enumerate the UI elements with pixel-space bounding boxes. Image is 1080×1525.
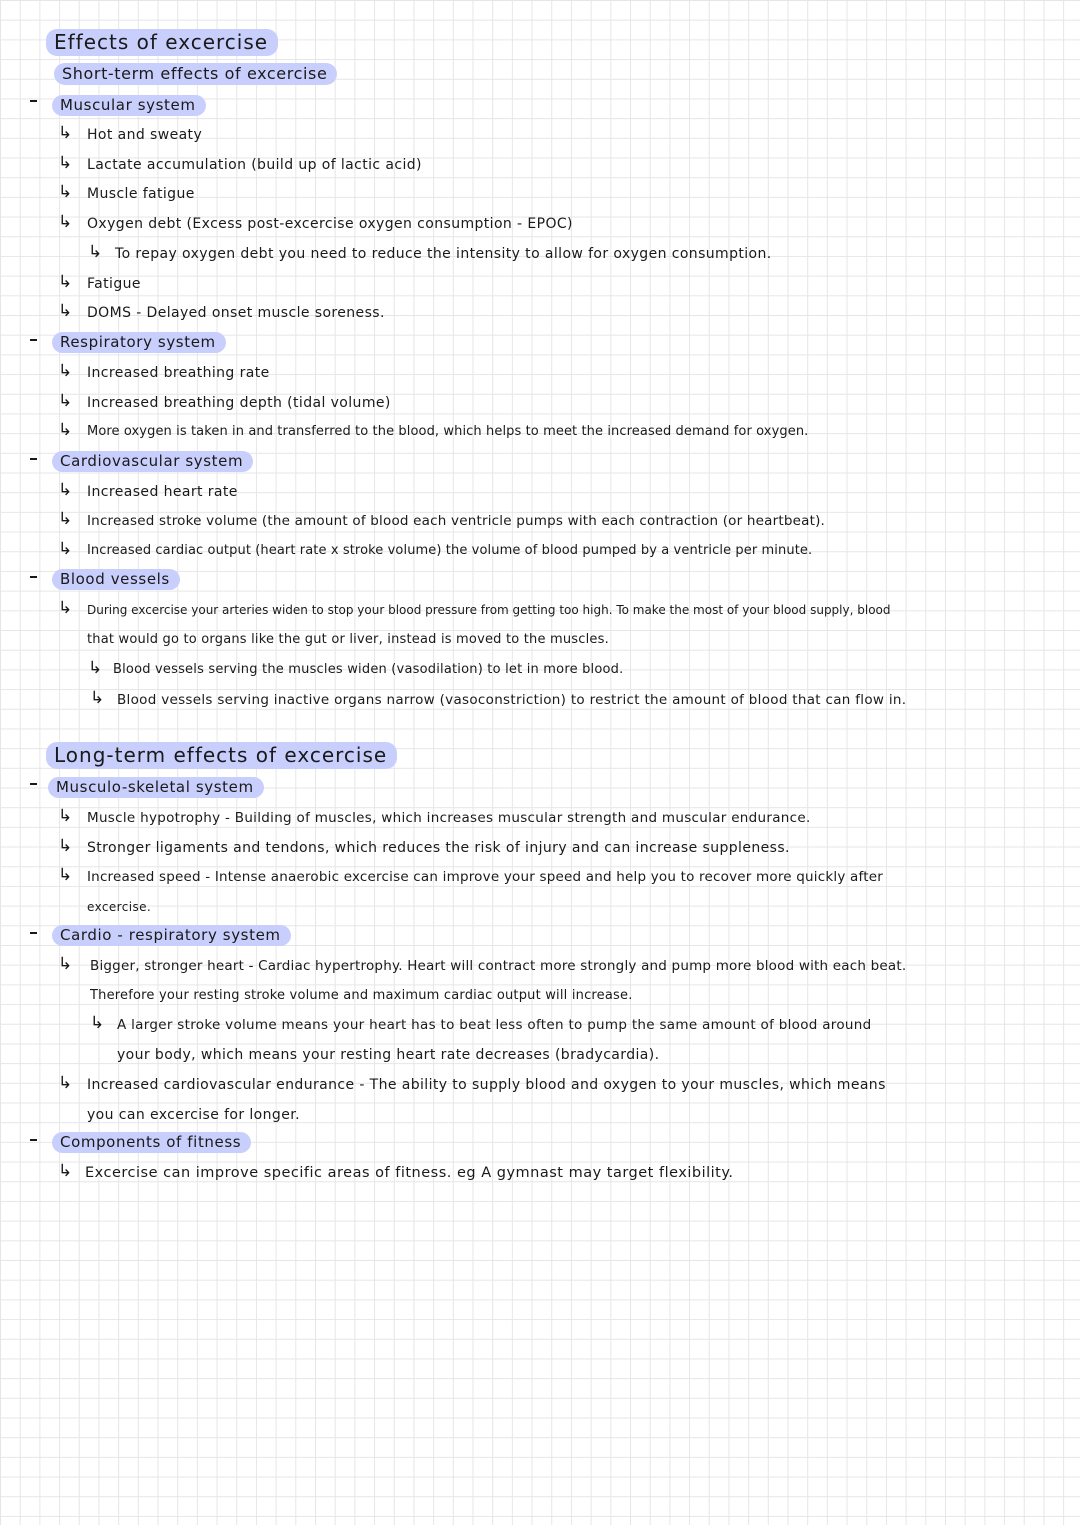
section-dash — [30, 339, 37, 341]
short-term-heading: Short-term effects of excercise — [54, 63, 337, 85]
muscular-system-heading: Muscular system — [52, 95, 206, 116]
muscular-item-6: DOMS - Delayed onset muscle soreness. — [87, 305, 385, 321]
cardio-respiratory-subitem-1-line-2: your body, which means your resting heart rate decreases (bradycardia). — [117, 1047, 660, 1063]
muscular-item-2: Lactate accumulation (build up of lactic acid) — [87, 157, 422, 173]
musculo-skeletal-heading: Musculo-skeletal system — [48, 777, 264, 798]
arrow-icon: ↳ — [58, 480, 73, 500]
arrow-icon: ↳ — [58, 420, 73, 440]
arrow-icon: ↳ — [58, 361, 73, 381]
components-of-fitness-heading: Components of fitness — [52, 1132, 251, 1153]
arrow-icon: ↳ — [58, 806, 73, 826]
musculo-skeletal-item-3-line-1: Increased speed - Intense anaerobic excercise can improve your speed and help you to recover more quickly after — [87, 869, 883, 885]
cardio-respiratory-subitem-1-line-1: A larger stroke volume means your heart has to beat less often to pump the same amount of blood around — [117, 1017, 872, 1033]
arrow-icon: ↳ — [58, 272, 73, 292]
blood-vessels-item-1-line-1: During excercise your arteries widen to stop your blood pressure from getting too high. To make the most of your blood supply, blood — [87, 603, 891, 617]
arrow-icon: ↳ — [88, 242, 103, 262]
arrow-icon: ↳ — [58, 539, 73, 559]
arrow-icon: ↳ — [58, 509, 73, 529]
arrow-icon: ↳ — [58, 391, 73, 411]
blood-vessels-heading: Blood vessels — [52, 569, 180, 590]
cardiovascular-item-3: Increased cardiac output (heart rate x stroke volume) the volume of blood pumped by a ventricle per minute. — [87, 543, 813, 558]
page-title: Effects of excercise — [46, 29, 278, 56]
respiratory-system-heading: Respiratory system — [52, 332, 226, 353]
cardio-respiratory-heading: Cardio - respiratory system — [52, 925, 291, 946]
arrow-icon: ↳ — [58, 1073, 73, 1093]
section-dash — [30, 1139, 37, 1141]
respiratory-item-3: More oxygen is taken in and transferred to the blood, which helps to meet the increased demand for oxygen. — [87, 424, 809, 439]
cardiovascular-item-2: Increased stroke volume (the amount of blood each ventricle pumps with each contraction (or heartbeat). — [87, 513, 826, 529]
arrow-icon: ↳ — [58, 123, 73, 143]
section-dash — [30, 783, 37, 785]
respiratory-item-2: Increased breathing depth (tidal volume) — [87, 395, 391, 411]
muscular-item-5: Fatigue — [87, 276, 141, 292]
arrow-icon: ↳ — [58, 836, 73, 856]
arrow-icon: ↳ — [58, 865, 73, 885]
cardio-respiratory-item-2-line-2: you can excercise for longer. — [87, 1107, 300, 1123]
blood-vessels-subitem-2: Blood vessels serving inactive organs narrow (vasoconstriction) to restrict the amount of blood that can flow in. — [117, 692, 907, 708]
section-dash — [30, 458, 37, 460]
musculo-skeletal-item-3-line-2: excercise. — [87, 900, 152, 914]
cardiovascular-item-1: Increased heart rate — [87, 484, 238, 500]
muscular-subitem-1: To repay oxygen debt you need to reduce the intensity to allow for oxygen consumption. — [115, 246, 772, 262]
muscular-item-4: Oxygen debt (Excess post-excercise oxygen consumption - EPOC) — [87, 216, 573, 232]
cardio-respiratory-item-2-line-1: Increased cardiovascular endurance - The ability to supply blood and oxygen to your muscles, which means — [87, 1077, 886, 1093]
long-term-heading: Long-term effects of excercise — [46, 742, 397, 769]
arrow-icon: ↳ — [58, 301, 73, 321]
muscular-item-1: Hot and sweaty — [87, 127, 203, 143]
blood-vessels-subitem-1: Blood vessels serving the muscles widen (vasodilation) to let in more blood. — [113, 662, 624, 677]
arrow-icon: ↳ — [90, 1013, 105, 1033]
musculo-skeletal-item-2: Stronger ligaments and tendons, which reduces the risk of injury and can increase suppleness. — [87, 840, 790, 856]
fitness-item-1: Excercise can improve specific areas of fitness. eg A gymnast may target flexibility. — [85, 1165, 734, 1181]
section-dash — [30, 100, 37, 102]
arrow-icon: ↳ — [58, 182, 73, 202]
cardiovascular-system-heading: Cardiovascular system — [52, 451, 253, 472]
cardio-respiratory-item-1-line-2: Therefore your resting stroke volume and maximum cardiac output will increase. — [90, 988, 633, 1003]
respiratory-item-1: Increased breathing rate — [87, 365, 270, 381]
cardio-respiratory-item-1-line-1: Bigger, stronger heart - Cardiac hypertrophy. Heart will contract more strongly and pump more blood with each beat. — [90, 958, 907, 974]
arrow-icon: ↳ — [58, 212, 73, 232]
arrow-icon: ↳ — [58, 954, 73, 974]
arrow-icon: ↳ — [58, 1161, 73, 1181]
arrow-icon: ↳ — [88, 658, 103, 678]
section-dash — [30, 576, 37, 578]
arrow-icon: ↳ — [58, 598, 73, 618]
muscular-item-3: Muscle fatigue — [87, 186, 195, 202]
blood-vessels-item-1-line-2: that would go to organs like the gut or liver, instead is moved to the muscles. — [87, 632, 609, 647]
musculo-skeletal-item-1: Muscle hypotrophy - Building of muscles, which increases muscular strength and muscular endurance. — [87, 810, 811, 826]
arrow-icon: ↳ — [58, 153, 73, 173]
arrow-icon: ↳ — [90, 688, 105, 708]
section-dash — [30, 932, 37, 934]
